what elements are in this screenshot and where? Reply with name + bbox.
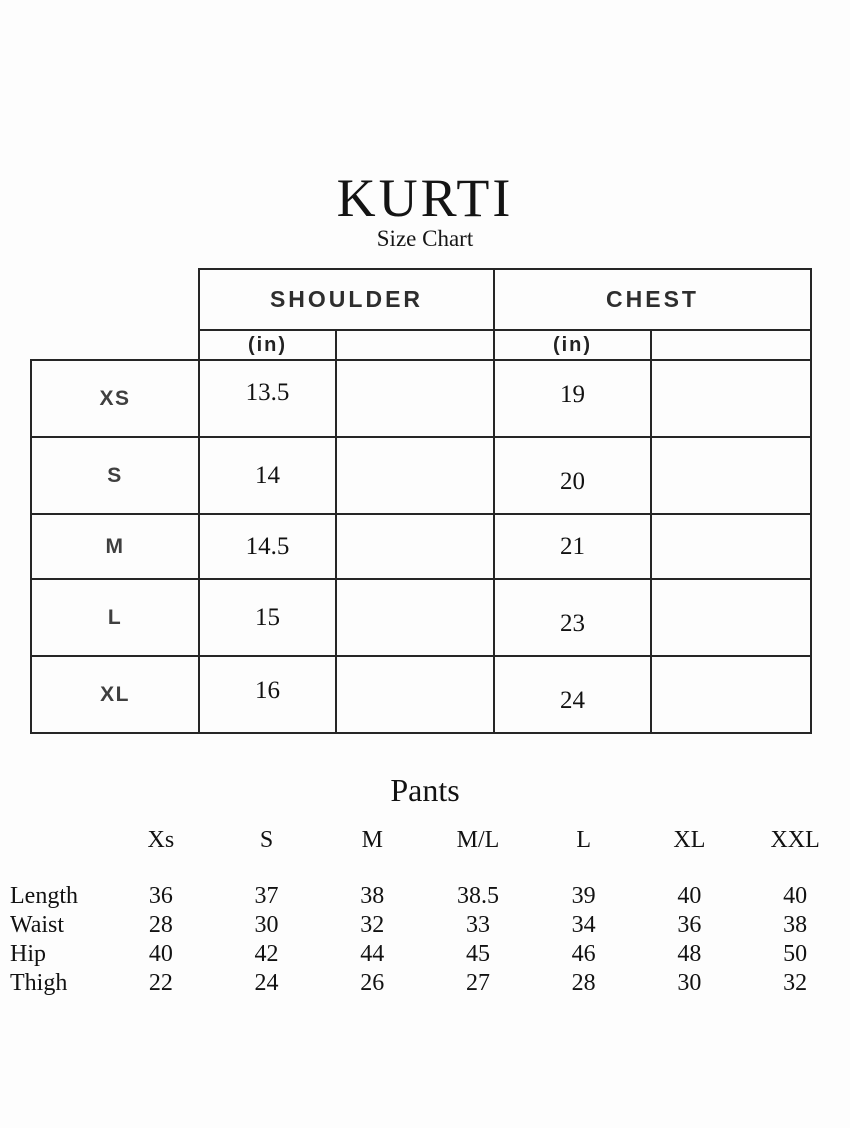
pants-value: 38 [360, 883, 385, 909]
pants-value: 30 [254, 912, 279, 938]
pants-value: 34 [571, 912, 596, 938]
pants-col-header: M [361, 826, 383, 853]
pants-value: 33 [465, 912, 490, 938]
shoulder-value: 15 [199, 579, 336, 656]
chest-value: 20 [494, 437, 651, 514]
pants-value: 28 [148, 912, 173, 938]
chest-value: 24 [494, 656, 651, 733]
pants-value: 22 [148, 970, 173, 996]
pants-col-header: XXL [770, 826, 820, 853]
pants-value: 36 [677, 912, 702, 938]
pants-value: 45 [465, 941, 490, 967]
size-label: M [31, 514, 199, 579]
pants-value: 44 [360, 941, 385, 967]
pants-size-table [8, 824, 848, 998]
chest-unit-header: (in) [494, 330, 651, 360]
pants-row-hip [8, 940, 848, 969]
pants-value: 40 [783, 883, 808, 909]
chest-blank-cell [651, 656, 811, 733]
pants-section-title: Pants [390, 772, 460, 808]
pants-value: 46 [571, 941, 596, 967]
chest-blank-cell [651, 514, 811, 579]
kurti-row-l [31, 579, 811, 656]
pants-row-label: Hip [10, 941, 46, 967]
corner-spacer [31, 330, 199, 360]
size-label: XL [31, 656, 199, 733]
page-subtitle: Size Chart [376, 226, 474, 251]
chest-blank-cell [651, 360, 811, 437]
size-label: XS [31, 360, 199, 437]
col-group-chest: CHEST [494, 269, 811, 330]
shoulder-value: 14.5 [199, 514, 336, 579]
shoulder-blank-cell [336, 437, 494, 514]
pants-value: 24 [254, 970, 279, 996]
pants-value: 30 [677, 970, 702, 996]
shoulder-value: 16 [199, 656, 336, 733]
pants-row-label: Length [10, 883, 78, 909]
pants-col-header: XL [673, 826, 706, 853]
pants-col-header: Xs [147, 826, 175, 853]
pants-row-label: Waist [10, 912, 65, 938]
pants-value: 32 [360, 912, 385, 938]
kurti-row-s [31, 437, 811, 514]
pants-value: 50 [783, 941, 808, 967]
pants-header-row [8, 824, 848, 882]
shoulder-blank-header [336, 330, 494, 360]
page-title: KURTI [336, 168, 514, 228]
pants-value: 48 [677, 941, 702, 967]
pants-value: 42 [254, 941, 279, 967]
pants-value: 38.5 [456, 883, 499, 909]
chest-blank-cell [651, 437, 811, 514]
kurti-row-xs [31, 360, 811, 437]
pants-row-label: Thigh [10, 970, 68, 996]
corner-spacer [31, 269, 199, 330]
pants-row-waist [8, 911, 848, 940]
col-group-shoulder: SHOULDER [199, 269, 494, 330]
pants-value: 28 [571, 970, 596, 996]
chest-value: 19 [494, 360, 651, 437]
pants-value: 37 [254, 883, 279, 909]
shoulder-blank-cell [336, 360, 494, 437]
pants-col-header: M/L [456, 826, 500, 853]
shoulder-value: 14 [199, 437, 336, 514]
pants-row-thigh [8, 969, 848, 998]
pants-value: 40 [677, 883, 702, 909]
pants-value: 32 [783, 970, 808, 996]
shoulder-unit-header: (in) [199, 330, 336, 360]
pants-value: 39 [571, 883, 596, 909]
size-label: S [31, 437, 199, 514]
shoulder-blank-cell [336, 579, 494, 656]
shoulder-value: 13.5 [199, 360, 336, 437]
pants-value: 26 [360, 970, 385, 996]
shoulder-blank-cell [336, 514, 494, 579]
pants-col-header: L [576, 826, 591, 853]
pants-row-length [8, 882, 848, 911]
shoulder-blank-cell [336, 656, 494, 733]
pants-value: 36 [148, 883, 173, 909]
chest-blank-header [651, 330, 811, 360]
chest-value: 21 [494, 514, 651, 579]
kurti-row-m [31, 514, 811, 579]
chest-value: 23 [494, 579, 651, 656]
kurti-row-xl [31, 656, 811, 733]
size-label: L [31, 579, 199, 656]
pants-corner-cell [8, 824, 108, 882]
pants-value: 40 [148, 941, 173, 967]
pants-col-header: S [259, 826, 274, 853]
pants-value: 38 [783, 912, 808, 938]
pants-value: 27 [465, 970, 490, 996]
kurti-unit-header-row [31, 330, 811, 360]
kurti-size-table [30, 268, 812, 734]
kurti-group-header-row [31, 269, 811, 330]
chest-blank-cell [651, 579, 811, 656]
